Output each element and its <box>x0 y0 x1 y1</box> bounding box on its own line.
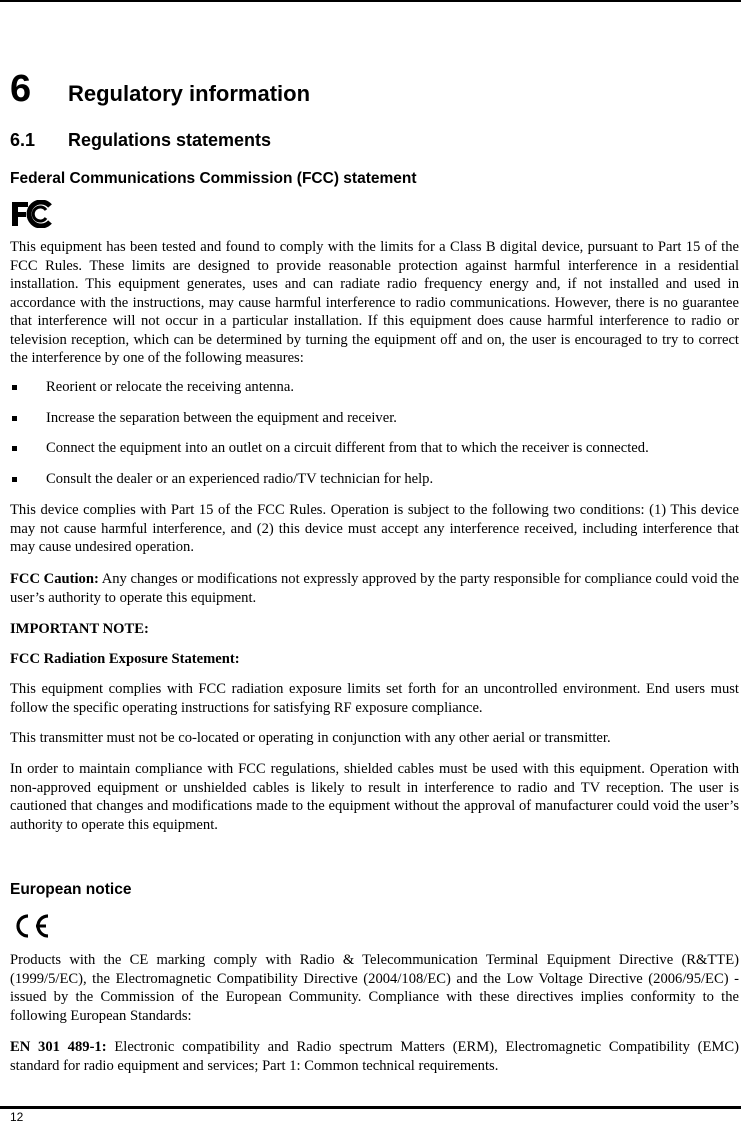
fcc-intro-paragraph: This equipment has been tested and found to comply with the limits for a Class B digital device, pursuant to Part 15 of the FCC Rules. These limits are designed to provide reasonable protection against harmful interference in a residential installation. This equipment generates, uses and can radiate radio frequency energy and, if not installed and used in accordance with the instructions, may cause harmful interference to radio communications. However, there is no guarantee that interference will not occur in a particular installation. If this equipment does cause harmful interference to radio or television reception, which can be determined by turning the equipment off and on, the user is encouraged to try to correct the interference by one of the following measures: <box>10 239 739 366</box>
bullet-square-icon <box>12 416 17 421</box>
page-number: 12 <box>10 1110 24 1124</box>
radiation-exposure-heading: FCC Radiation Exposure Statement: <box>10 651 240 667</box>
fcc-caution-text: Any changes or modifications not expressly approved by the party responsible for compliance could void the user’s authority to operate this equipment. <box>10 571 740 606</box>
measure-text: Reorient or relocate the receiving antenna. <box>46 379 294 395</box>
part15-paragraph: This device complies with Part 15 of the FCC Rules. Operation is subject to the following two conditions: (1) This device may not cause harmful interference, and (2) this device must accept any interference received, including interference that may cause undesired operation. <box>10 502 739 555</box>
list-item <box>10 378 739 409</box>
colocation-paragraph: This transmitter must not be co-located or operating in conjunction with any other aerial or transmitter. <box>10 730 611 746</box>
bullet-square-icon <box>12 446 17 451</box>
en-301-489-1-paragraph <box>10 1038 739 1075</box>
section-heading <box>10 130 271 151</box>
chapter-title: Regulatory information <box>68 81 311 106</box>
important-note-label: IMPORTANT NOTE: <box>10 621 149 637</box>
european-notice-heading: European notice <box>10 881 132 898</box>
bullet-square-icon <box>12 477 17 482</box>
radiation-exposure-paragraph: This equipment complies with FCC radiation exposure limits set forth for an uncontrolled environment. End users must follow the specific operating instructions for satisfying RF exposure compliance. <box>10 681 739 716</box>
footer-rule <box>0 1106 741 1109</box>
measure-text: Consult the dealer or an experienced radio/TV technician for help. <box>46 471 434 488</box>
measure-text: Connect the equipment into an outlet on a circuit different from that to which the receiver is connected. <box>46 440 649 457</box>
chapter-heading <box>10 68 310 111</box>
fcc-logo-icon <box>10 200 56 228</box>
top-rule <box>0 0 741 2</box>
section-number: 6.1 <box>10 130 36 150</box>
ce-mark-icon <box>12 912 52 940</box>
fcc-caution-paragraph <box>10 570 739 607</box>
measure-text: Increase the separation between the equipment and receiver. <box>46 409 397 426</box>
list-item <box>10 409 739 440</box>
chapter-number: 6 <box>10 68 32 110</box>
interference-measures-list <box>10 378 739 501</box>
fcc-caution-label: FCC Caution: <box>10 571 99 587</box>
shielded-cables-paragraph: In order to maintain compliance with FCC regulations, shielded cables must be used with this equipment. Operation with non-approved equipment or unshielded cables is likely to result in interference to radio and TV reception. The user is cautioned that changes and modifications made to the equipment without the approval of manufacturer could void the user’s authority to operate this equipment. <box>10 761 739 833</box>
standard-label: EN 301 489-1: <box>10 1039 107 1055</box>
list-item <box>10 439 739 470</box>
bullet-square-icon <box>12 385 17 390</box>
list-item <box>10 470 739 501</box>
ce-intro-paragraph: Products with the CE marking comply with Radio & Telecommunication Terminal Equipment Directive (R&TTE) (1999/5/EC), the Electromagnetic Compatibility Directive (2004/108/EC) and the Low Voltage Directive (2006/95/EC) - issued by the Commission of the European Community. Compliance with these directives implies conformity to the following European Standards: <box>10 952 739 1024</box>
standard-text: Electronic compatibility and Radio spectrum Matters (ERM), Electromagnetic Compatibility (EMC) standard for radio equipment and services; Part 1: Common technical requirements. <box>10 1039 739 1074</box>
section-title: Regulations statements <box>68 130 272 150</box>
fcc-heading: Federal Communications Commission (FCC) statement <box>10 170 417 187</box>
